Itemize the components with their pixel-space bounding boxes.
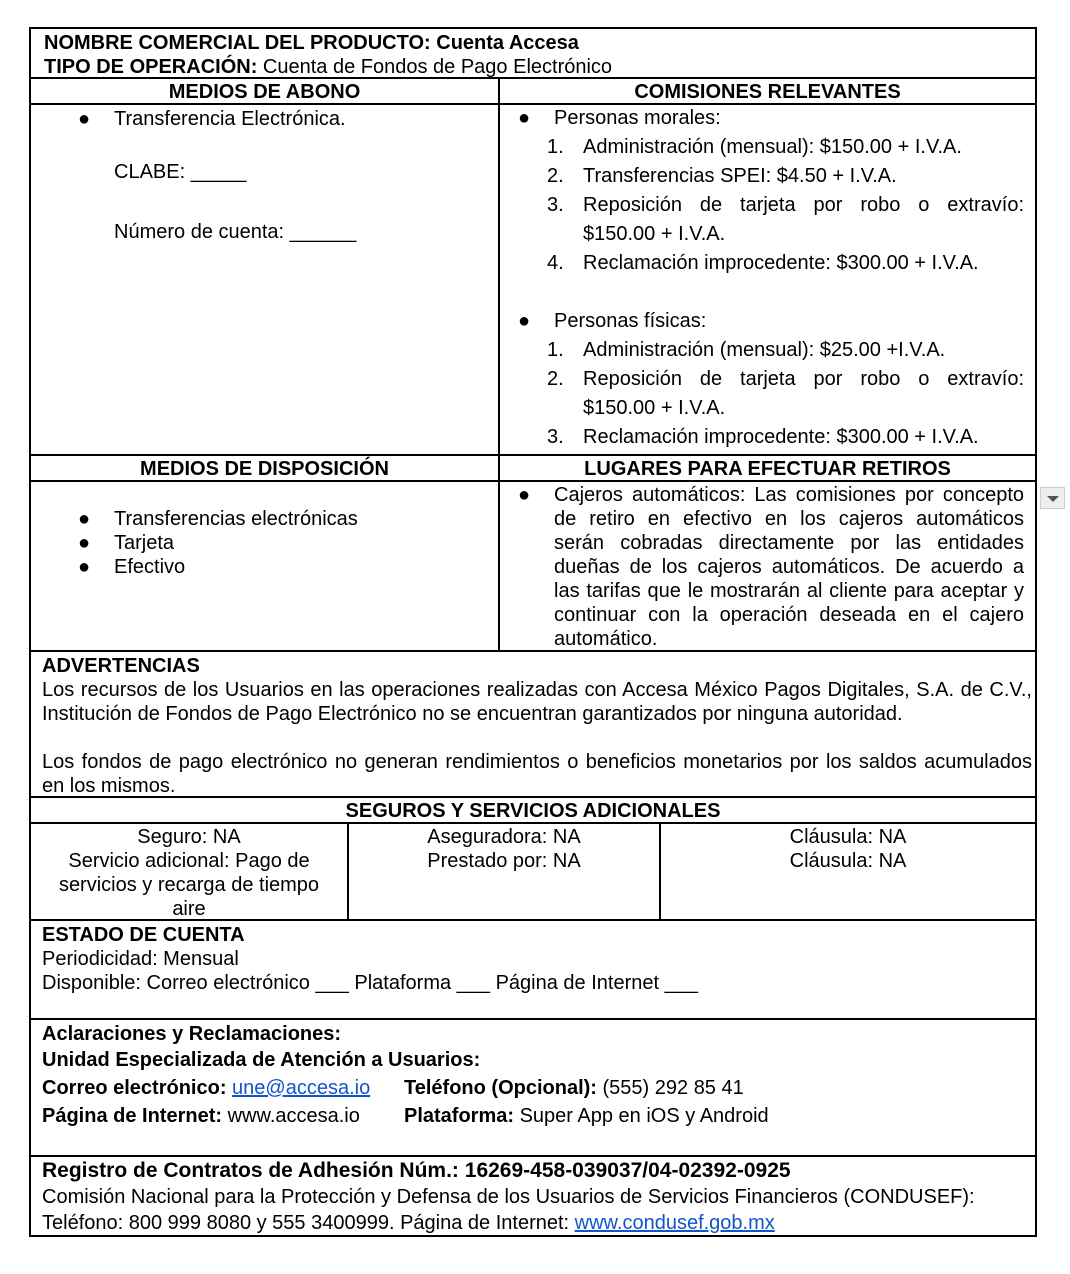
web-label: Página de Internet: — [42, 1105, 223, 1127]
retiros-title: LUGARES PARA EFECTUAR RETIROS — [584, 458, 951, 480]
advertencias — [42, 654, 1032, 798]
telefono-value: (555) 292 85 41 — [602, 1077, 744, 1099]
registro-label: Registro de Contratos de Adhesión Núm.: — [42, 1159, 459, 1182]
correo-label: Correo electrónico: — [42, 1077, 227, 1099]
advertencias-p2: Los fondos de pago electrónico no generan rendimientos o beneficios monetarios por los saldos acumulados en los mismos. — [42, 751, 1032, 797]
dropdown-arrow-icon[interactable] — [1040, 487, 1065, 509]
comisiones-title: COMISIONES RELEVANTES — [634, 81, 901, 103]
bullet-icon: ● — [78, 108, 91, 130]
morales-title: Personas morales: — [554, 107, 721, 129]
web-value: www.accesa.io — [227, 1105, 360, 1127]
seguros-col3: Cláusula: NA Cláusula: NA — [789, 826, 907, 872]
clabe-field: CLABE: _____ — [114, 161, 247, 183]
seguros-col2: Aseguradora: NA Prestado por: NA — [427, 826, 581, 872]
divider — [29, 1018, 1037, 1020]
estado-title: ESTADO DE CUENTA — [42, 924, 245, 946]
aclaraciones-title: Aclaraciones y Reclamaciones: — [42, 1023, 342, 1045]
bullet-icon: ● — [518, 484, 531, 506]
condusef-link[interactable]: www.condusef.gob.mx — [574, 1212, 775, 1234]
morales-item: 1. Administración (mensual): $150.00 + I.V.A. — [547, 136, 962, 158]
abono-title: MEDIOS DE ABONO — [168, 81, 361, 103]
fisicas-title: Personas físicas: — [554, 310, 707, 332]
divider — [29, 454, 1037, 456]
seguros-title: SEGUROS Y SERVICIOS ADICIONALES — [345, 800, 721, 822]
retiros-content — [518, 483, 1024, 651]
advertencias-p1: Los recursos de los Usuarios en las operaciones realizadas con Accesa México Pagos Digitales, S.A. de C.V., Institución de Fondos de Pago Electrónico no se encuentran garantizados por ninguna autoridad. — [42, 679, 1032, 725]
divider — [498, 77, 500, 651]
disposicion-list — [78, 507, 478, 579]
aclaraciones — [42, 1021, 1032, 1131]
unidad-title: Unidad Especializada de Atención a Usuarios: — [42, 1049, 481, 1071]
correo-link[interactable]: une@accesa.io — [232, 1077, 371, 1099]
bullet-icon: ● — [518, 107, 531, 129]
product-header — [44, 31, 1024, 79]
operation-label: TIPO DE OPERACIÓN: — [44, 56, 258, 78]
product-value: Cuenta Accesa — [436, 32, 579, 54]
list-item: ● Transferencias electrónicas — [78, 508, 358, 530]
morales-item: 4. Reclamación improcedente: $300.00 + I.V.A. — [547, 252, 979, 274]
operation-value: Cuenta de Fondos de Pago Electrónico — [262, 56, 613, 78]
disponible: Disponible: Correo electrónico ___ Plataforma ___ Página de Internet ___ — [42, 972, 698, 994]
fisicas-item: 3. Reclamación improcedente: $300.00 + I.V.A. — [547, 426, 979, 448]
disposicion-title: MEDIOS DE DISPOSICIÓN — [140, 458, 389, 480]
condusef-text: Comisión Nacional para la Protección y Defensa de los Usuarios de Servicios Financieros (CONDUSEF): — [42, 1186, 975, 1208]
fisicas-item: 2. Reposición de tarjeta por robo o extravío: $150.00 + I.V.A. — [547, 368, 1024, 419]
bullet-icon: ● — [518, 310, 531, 332]
cuenta-field: Número de cuenta: ______ — [114, 221, 357, 243]
retiros-text: Cajeros automáticos: Las comisiones por concepto de retiro en efectivo en los cajeros automáticos serán cobradas directamente por las entidades dueñas de los cajeros automáticos. De acuerdo a las tarifas que le mostrarán al cliente para aceptar y continuar con la operación deseada en el cajero automático. — [554, 484, 1024, 650]
periodicidad: Periodicidad: Mensual — [42, 948, 239, 970]
product-label: NOMBRE COMERCIAL DEL PRODUCTO: — [44, 32, 431, 54]
plataforma-label: Plataforma: — [404, 1105, 515, 1127]
divider — [29, 1155, 1037, 1157]
plataforma-value: Super App en iOS y Android — [519, 1105, 769, 1127]
registro — [42, 1158, 1032, 1236]
advertencias-title: ADVERTENCIAS — [42, 655, 200, 677]
morales-item: 2. Transferencias SPEI: $4.50 + I.V.A. — [547, 165, 897, 187]
registro-value: 16269-458-039037/04-02392-0925 — [464, 1159, 791, 1182]
seguros-col1: Seguro: NA Servicio adicional: Pago de servicios y recarga de tiempo aire — [58, 826, 320, 920]
fisicas-item: 1. Administración (mensual): $25.00 +I.V.A. — [547, 339, 946, 361]
estado-cuenta — [42, 923, 1032, 995]
condusef-telefono: Teléfono: 800 999 8080 y 555 3400999. Página de Internet: — [42, 1212, 570, 1234]
list-item: ● Efectivo — [78, 556, 186, 578]
morales-item: 3. Reposición de tarjeta por robo o extravío: $150.00 + I.V.A. — [547, 194, 1024, 245]
abono-content — [78, 107, 478, 244]
abono-item: Transferencia Electrónica. — [114, 108, 346, 130]
list-item: ● Tarjeta — [78, 532, 175, 554]
comisiones-content — [518, 104, 1024, 452]
telefono-label: Teléfono (Opcional): — [404, 1077, 597, 1099]
